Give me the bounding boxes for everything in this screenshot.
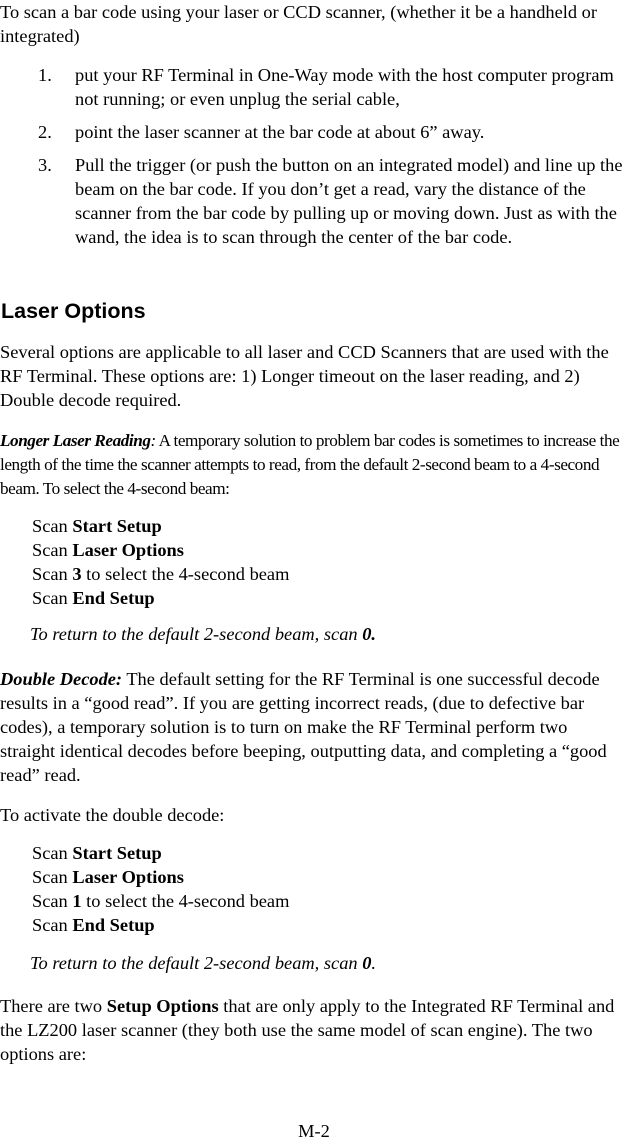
laser-options-heading: Laser Options [1, 299, 146, 323]
note-value: 0 [362, 953, 372, 973]
longer-laser-reading-text: A temporary solution to problem bar codes is sometimes to increase the length of the time the scanner attempts to read, from the default 2-second beam to a 4-second beam. To select the 4-second beam: [0, 431, 620, 498]
scan-word: Scan [32, 588, 68, 608]
scan-instruction [32, 889, 289, 913]
scan-detail: to select the 4-second beam [81, 564, 290, 584]
scan-barcode-name: Laser Options [72, 540, 184, 560]
scan-instruction [32, 538, 289, 562]
setup-options-term: Setup Options [106, 996, 219, 1016]
scan-instruction [32, 514, 289, 538]
longer-reading-scan-list [32, 514, 289, 610]
scan-instruction [32, 913, 289, 937]
scan-word: Scan [32, 867, 68, 887]
scan-barcode-name: 3 [72, 564, 82, 584]
scan-word: Scan [32, 915, 68, 935]
intro-paragraph: To scan a bar code using your laser or CCD scanner, (whether it be a handheld or integrated) [0, 2, 598, 46]
setup-options-paragraph [0, 994, 626, 1066]
step-item [0, 63, 628, 111]
step-number: 1. [38, 65, 52, 85]
scan-word: Scan [32, 843, 68, 863]
scan-instruction [32, 586, 289, 610]
scan-instruction [32, 865, 289, 889]
note-end: . [371, 953, 377, 973]
note-value: 0. [362, 624, 376, 644]
longer-laser-reading-term: Longer Laser Reading [0, 431, 151, 450]
scan-barcode-name: End Setup [72, 915, 155, 935]
double-decode-scan-list [32, 841, 289, 937]
scan-barcode-name: End Setup [72, 588, 155, 608]
default-beam-note [30, 622, 376, 646]
scan-detail: to select the 4-second beam [81, 891, 290, 911]
term-colon: : [150, 431, 156, 450]
double-decode-paragraph [0, 667, 626, 787]
laser-options-intro: Several options are applicable to all laser and CCD Scanners that are used with the RF Terminal. These options are: 1) Longer timeout on the laser reading, and 2) Double decode required. [0, 342, 609, 410]
scan-barcode-name: Laser Options [72, 867, 184, 887]
step-text: Pull the trigger (or push the button on an integrated model) and line up the beam on the bar code. If you don’t get a read, vary the distance of the scanner from the bar code by pulling up or moving down. Just as with the wand, the idea is to scan through the center of the bar code. [75, 155, 623, 247]
scan-barcode-name: 1 [72, 891, 82, 911]
default-beam-note [30, 951, 376, 975]
scan-instruction [32, 562, 289, 586]
scan-barcode-name: Start Setup [72, 516, 162, 536]
setup-options-pre: There are two [0, 996, 107, 1016]
step-text: point the laser scanner at the bar code at about 6” away. [75, 122, 485, 142]
double-decode-text: The default setting for the RF Terminal is one successful decode results in a “good read”. If you are getting incorrect reads, (due to defective bar codes), a temporary solution is to turn on make the RF Terminal perform two straight identical decodes before beeping, outputting data, and completing a “good read” read. [0, 669, 607, 785]
step-item [0, 120, 628, 144]
scan-word: Scan [32, 891, 68, 911]
activate-double-decode: To activate the double decode: [0, 805, 225, 825]
longer-laser-reading-paragraph [0, 429, 626, 501]
step-number: 3. [38, 155, 52, 175]
scan-word: Scan [32, 564, 68, 584]
step-number: 2. [38, 122, 52, 142]
step-item [0, 153, 628, 249]
double-decode-term: Double Decode: [0, 669, 123, 689]
step-text: put your RF Terminal in One-Way mode with the host computer program not running; or even unplug the serial cable, [75, 65, 614, 109]
scan-steps-list [0, 63, 628, 258]
scan-barcode-name: Start Setup [72, 843, 162, 863]
scan-word: Scan [32, 516, 68, 536]
page-number: M-2 [298, 1121, 330, 1141]
setup-options-post: that are only apply to the Integrated RF Terminal and the LZ200 laser scanner (they both use the same model of scan engine). The two options are: [0, 996, 615, 1064]
scan-instruction [32, 841, 289, 865]
note-text: To return to the default 2-second beam, scan [30, 953, 363, 973]
note-text: To return to the default 2-second beam, scan [30, 624, 363, 644]
scan-word: Scan [32, 540, 68, 560]
